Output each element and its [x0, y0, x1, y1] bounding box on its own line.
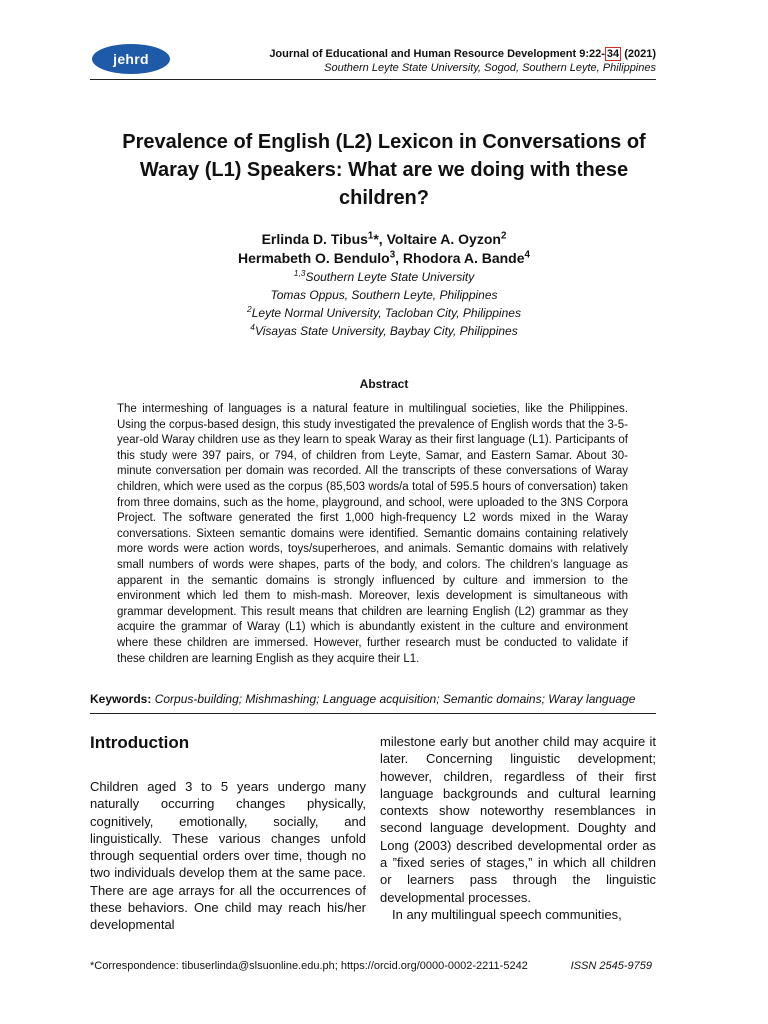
journal-year: (2021)	[621, 48, 656, 60]
keywords	[90, 692, 670, 706]
author-line	[100, 249, 668, 268]
author-list	[100, 230, 668, 268]
author-separator: ,	[395, 250, 403, 266]
author-name: Hermabeth O. Bendulo	[238, 250, 390, 266]
affiliations	[100, 268, 668, 340]
paper-title	[80, 128, 688, 212]
author-line	[100, 230, 668, 249]
affiliation-text: Leyte Normal University, Tacloban City, Philippines	[251, 306, 521, 320]
affiliation-sup: 4	[250, 322, 255, 332]
intro-left-column: Children aged 3 to 5 years undergo many naturally occurring changes physically, cognitively, emotionally, socially, and linguistically. These various changes unfold through sequential orders over time, though no two individuals develop them at the same pace. There are age arrays for all the occurrences of these behaviors. One child may reach his/her developmental	[90, 779, 366, 933]
title-line: Waray (L1) Speakers: What are we doing with these	[139, 159, 629, 181]
affiliation-sup: 2	[247, 304, 252, 314]
intro-paragraph: milestone early but another child may acquire it later. Concerning linguistic development; however, children, regardless of their first language backgrounds and cultural learning contexts show noteworthy resemblances in second language development. Doughty and Long (2003) described developmental order as a ”fixed series of stages,” in which all children or learners pass through the linguistic developmental processes.	[380, 734, 656, 905]
affiliation-line	[100, 304, 668, 322]
author-name: Erlinda D. Tibus	[261, 231, 368, 247]
author-sup: 4	[524, 249, 530, 261]
author-name: Voltaire A. Oyzon	[386, 231, 501, 247]
abstract-text: The intermeshing of languages is a natural feature in multilingual societies, like the Philippines. Using the corpus-based design, this study investigated the prevalence of English words that the 3-5-year-old Waray children use as they learn to speak Waray as their first language (L1). Participants of this study were 397 pairs, or 794, of children from Leyte, Samar, and Eastern Samar. About 30-minute conversation per domain was recorded. All the transcripts of these conversations of Waray children, which were used as the corpus (85,503 words/a total of 595.5 hours of conversation) taken from three domains, such as the home, playground, and school, were uploaded to the 3NS Corpora Project. The software generated the first 1,000 high-frequency L2 words mixed in the Waray conversations. Sixteen semantic domains were identified. Semantic domains containing relatively more words were action words, toys/superheroes, and animals. Semantic domains with relatively small numbers of words were shapes, parts of the body, and colors. The children’s language as apparent in the semantic domains is strongly influenced by culture and immersion to the environment which led them to mish-mash. Moreover, lexis development is simultaneous with grammar development. This result means that children are learning English (L2) grammar as they acquire the grammar of Waray (L1) which is abundantly existent in the culture and environment where these children are immersed. However, further research must be conducted to validate if these children are learning English as they acquire their L1.	[117, 403, 628, 665]
title-line: Prevalence of English (L2) Lexicon in Conversations of	[122, 131, 646, 153]
logo-text: jehrd	[113, 51, 149, 67]
affiliation-text: Visayas State University, Baybay City, Philippines	[254, 324, 518, 338]
author-name: Rhodora A. Bande	[402, 250, 525, 266]
intro-paragraph: In any multilingual speech communities,	[392, 906, 622, 922]
affiliation-sup: 1,3	[293, 268, 306, 278]
journal-logo	[92, 44, 170, 74]
affiliation-line	[100, 322, 668, 340]
header-divider	[90, 79, 656, 80]
introduction-heading: Introduction	[90, 733, 190, 752]
correspondence-footnote: *Correspondence: tibuserlinda@slsuonline.edu.ph; https://orcid.org/0000-0002-2211-5242	[90, 960, 528, 972]
author-sup: 3	[389, 249, 396, 261]
author-sup: 2	[500, 230, 507, 242]
journal-name: Journal of Educational and Human Resource Development 9:22-	[269, 48, 605, 60]
intro-right-column	[380, 733, 656, 923]
affiliation-line: Tomas Oppus, Southern Leyte, Philippines	[270, 288, 498, 302]
abstract-heading: Abstract	[359, 377, 409, 391]
affiliation-text: Southern Leyte State University	[305, 270, 475, 284]
keywords-value: Corpus-building; Mishmashing; Language acquisition; Semantic domains; Waray language	[154, 692, 636, 706]
affiliation-line	[100, 268, 668, 286]
title-line: children?	[338, 187, 429, 209]
issn: ISSN 2545-9759	[570, 960, 652, 972]
author-separator: *,	[373, 231, 387, 247]
keywords-label: Keywords:	[90, 692, 152, 706]
end-page-link[interactable]: 34	[606, 48, 620, 60]
section-divider	[90, 713, 656, 714]
journal-citation	[269, 48, 656, 60]
journal-institution: Southern Leyte State University, Sogod, Southern Leyte, Philippines	[324, 62, 656, 74]
author-sup: 1	[367, 230, 374, 242]
